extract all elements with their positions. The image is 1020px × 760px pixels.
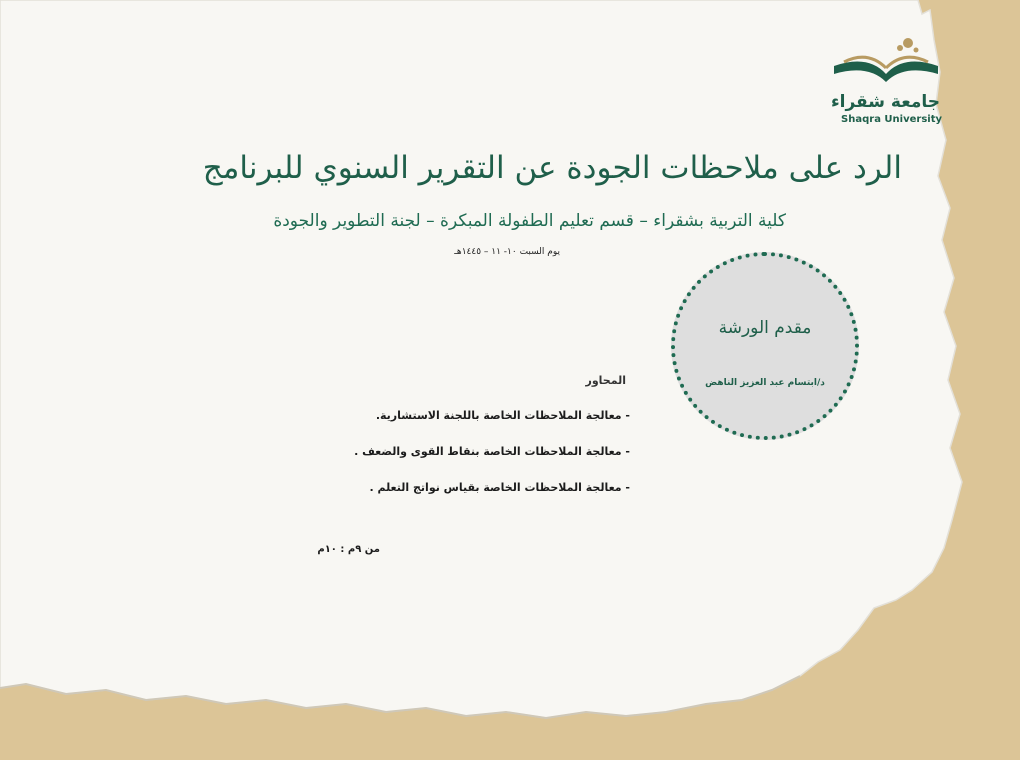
page-title: الرد على ملاحظات الجودة عن التقرير السنوي للبرنامج <box>202 150 902 186</box>
axes-item: - معالجة الملاحظات الخاصة بقياس نواتج التعلم . <box>369 481 630 494</box>
university-logo <box>828 34 946 130</box>
axes-item: - معالجة الملاحظات الخاصة بنقاط القوى والضعف . <box>354 445 630 458</box>
subtitle: كلية التربية بشقراء – قسم تعليم الطفولة المبكرة – لجنة التطوير والجودة <box>273 211 786 231</box>
date-line: يوم السبت ١٠- ١١ – ١٤٤٥هـ <box>454 247 560 257</box>
axes-list <box>250 404 630 512</box>
session-time: من ٩م : ١٠م <box>317 544 380 555</box>
logo-arabic-name: جامعة شقراء <box>830 92 940 112</box>
presenter-badge <box>671 252 859 440</box>
presenter-name: د/ابتسام عبد العزيز الناهض <box>705 378 825 388</box>
logo-english-name: Shaqra University <box>841 114 942 125</box>
open-book-logo-icon <box>828 34 946 94</box>
presenter-heading: مقدم الورشة <box>718 318 812 338</box>
axes-item: - معالجة الملاحظات الخاصة باللجنة الاستشارية. <box>375 409 630 422</box>
axes-heading: المحاور <box>585 374 626 387</box>
